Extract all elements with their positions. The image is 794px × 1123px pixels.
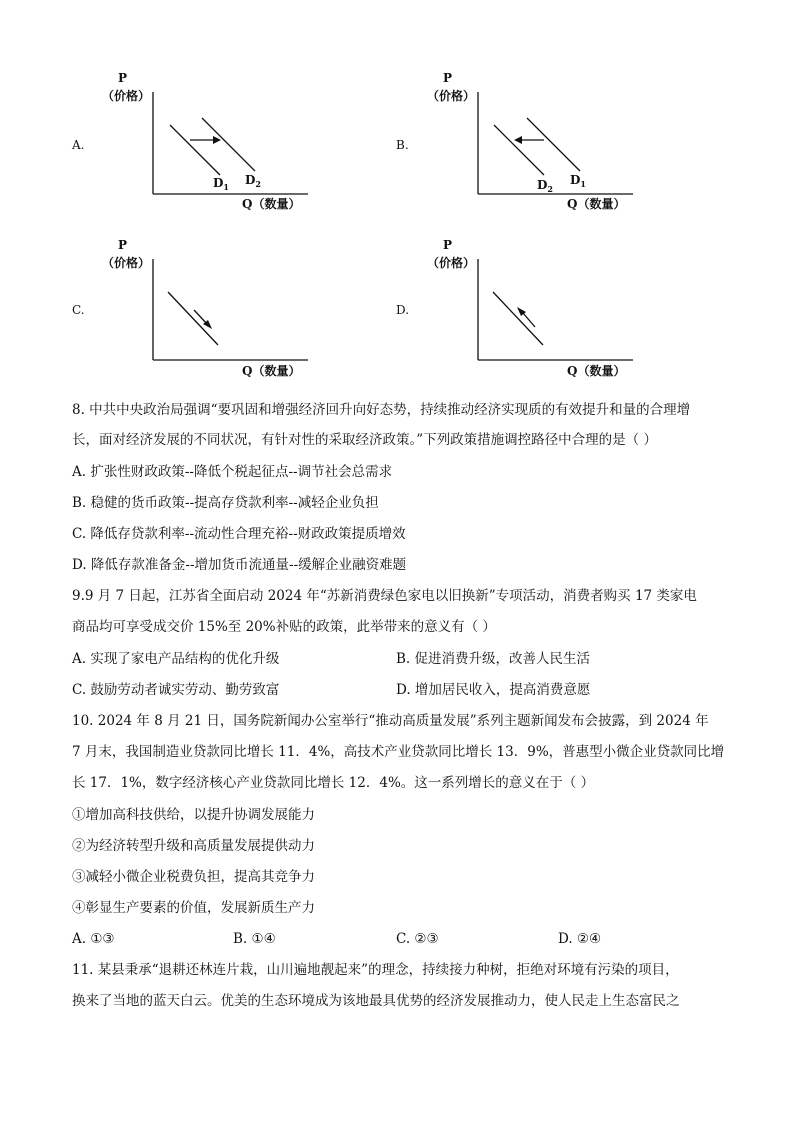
q10-stem-line-1: 10. 2024 年 8 月 21 日，国务院新闻办公室举行“推动高质量发展”系列主题新闻发布会披露，到 2024 年: [72, 713, 709, 729]
demand-graph-d: [425, 235, 645, 385]
demand-graph-a: [100, 68, 320, 218]
q10-option-a: A. ①③: [72, 931, 115, 947]
graph-d-price-label: （价格）: [427, 256, 476, 270]
graph-a-arrowhead: [213, 136, 221, 144]
q8-option-b: B. 稳健的货币政策--提高存贷款利率--减轻企业负担: [72, 495, 379, 511]
option-d-letter: D.: [396, 303, 410, 317]
graph-b-price-label: （价格）: [427, 89, 476, 103]
q8-option-d: D. 降低存款准备金--增加货币流通量--缓解企业融资难题: [72, 557, 407, 573]
q8-stem-line-2: 长，面对经济发展的不同状况，有针对性的采取经济政策。”下列政策措施调控路径中合理的是（ ）: [72, 432, 657, 448]
demand-graph-c: [100, 235, 320, 385]
graph-b-curve-d1: [527, 118, 580, 171]
q11-stem-line-2: 换来了当地的蓝天白云。优美的生态环境成为该地最具优势的经济发展推动力，使人民走上生态富民之: [72, 993, 680, 1009]
q10-item-3: ③减轻小微企业税费负担，提高其竞争力: [72, 869, 315, 885]
q9-stem-line-2: 商品均可享受成交价 15%至 20%补贴的政策，此举带来的意义有（ ）: [72, 619, 496, 635]
q10-item-1: ①增加高科技供给，以提升协调发展能力: [72, 807, 315, 823]
graph-b-curve-d2: [494, 125, 544, 175]
q8-stem-line-1: 8. 中共中央政治局强调“要巩固和增强经济回升向好态势，持续推动经济实现质的有效提升和量的合理增: [72, 402, 691, 418]
graph-b-d1-label: $D_1$: [570, 173, 586, 189]
q10-option-d: D. ②④: [558, 931, 602, 947]
q8-option-c: C. 降低存贷款利率--流动性合理充裕--财政政策提质增效: [72, 526, 406, 542]
q10-stem-line-3: 长 17．1%，数字经济核心产业贷款同比增长 12．4%。这一系列增长的意义在于（ ）: [72, 775, 595, 791]
graph-b-d2-label: $D_2$: [537, 178, 553, 194]
q9-stem-line-1: 9.9 月 7 日起，江苏省全面启动 2024 年“苏新消费绿色家电以旧换新”专项活动，消费者购买 17 类家电: [72, 588, 697, 604]
graph-d-p-label: P: [443, 238, 453, 252]
graph-b-arrowhead: [514, 136, 522, 144]
option-b-letter: B.: [396, 138, 409, 152]
q10-stem-line-2: 7 月末，我国制造业贷款同比增长 11．4%，高技术产业贷款同比增长 13．9%，普惠型小微企业贷款同比增: [72, 744, 725, 760]
graph-b-p-label: P: [443, 71, 453, 85]
graph-c-q-label: Q（数量）: [242, 364, 301, 378]
q9-option-a: A. 实现了家电产品结构的优化升级: [72, 651, 280, 667]
graph-b-q-label: Q（数量）: [567, 197, 626, 211]
option-a-letter: A.: [72, 138, 85, 152]
q9-option-c: C. 鼓励劳动者诚实劳动、勤劳致富: [72, 682, 280, 698]
graph-a-p-label: P: [118, 71, 128, 85]
graph-c-p-label: P: [118, 238, 128, 252]
q10-option-c: C. ②③: [396, 931, 439, 947]
q10-item-2: ②为经济转型升级和高质量发展提供动力: [72, 838, 315, 854]
q9-option-b: B. 促进消费升级，改善人民生活: [396, 651, 591, 667]
graph-c-price-label: （价格）: [102, 256, 151, 270]
graph-c-demand-curve: [168, 292, 218, 345]
graph-d-q-label: Q（数量）: [567, 364, 626, 378]
graph-a-d1-label: $D_1$: [213, 176, 229, 192]
graph-a-d2-label: $D_2$: [245, 173, 261, 189]
graph-a-curve-d1: [170, 125, 220, 175]
q9-option-d: D. 增加居民收入，提高消费意愿: [396, 682, 591, 698]
q10-option-b: B. ①④: [233, 931, 276, 947]
graph-a-price-label: （价格）: [102, 89, 151, 103]
graph-a-curve-d2: [202, 118, 255, 171]
q10-item-4: ④彰显生产要素的价值，发展新质生产力: [72, 900, 315, 916]
q8-option-a: A. 扩张性财政政策--降低个税起征点--调节社会总需求: [72, 464, 393, 480]
q11-stem-line-1: 11. 某县秉承“退耕还林连片栽，山川遍地靓起来”的理念，持续接力种树，拒绝对环境有污染的项目，: [72, 962, 679, 978]
demand-graph-b: [425, 68, 645, 218]
option-c-letter: C.: [72, 303, 85, 317]
graph-d-demand-curve: [493, 292, 543, 345]
graph-a-q-label: Q（数量）: [242, 197, 301, 211]
